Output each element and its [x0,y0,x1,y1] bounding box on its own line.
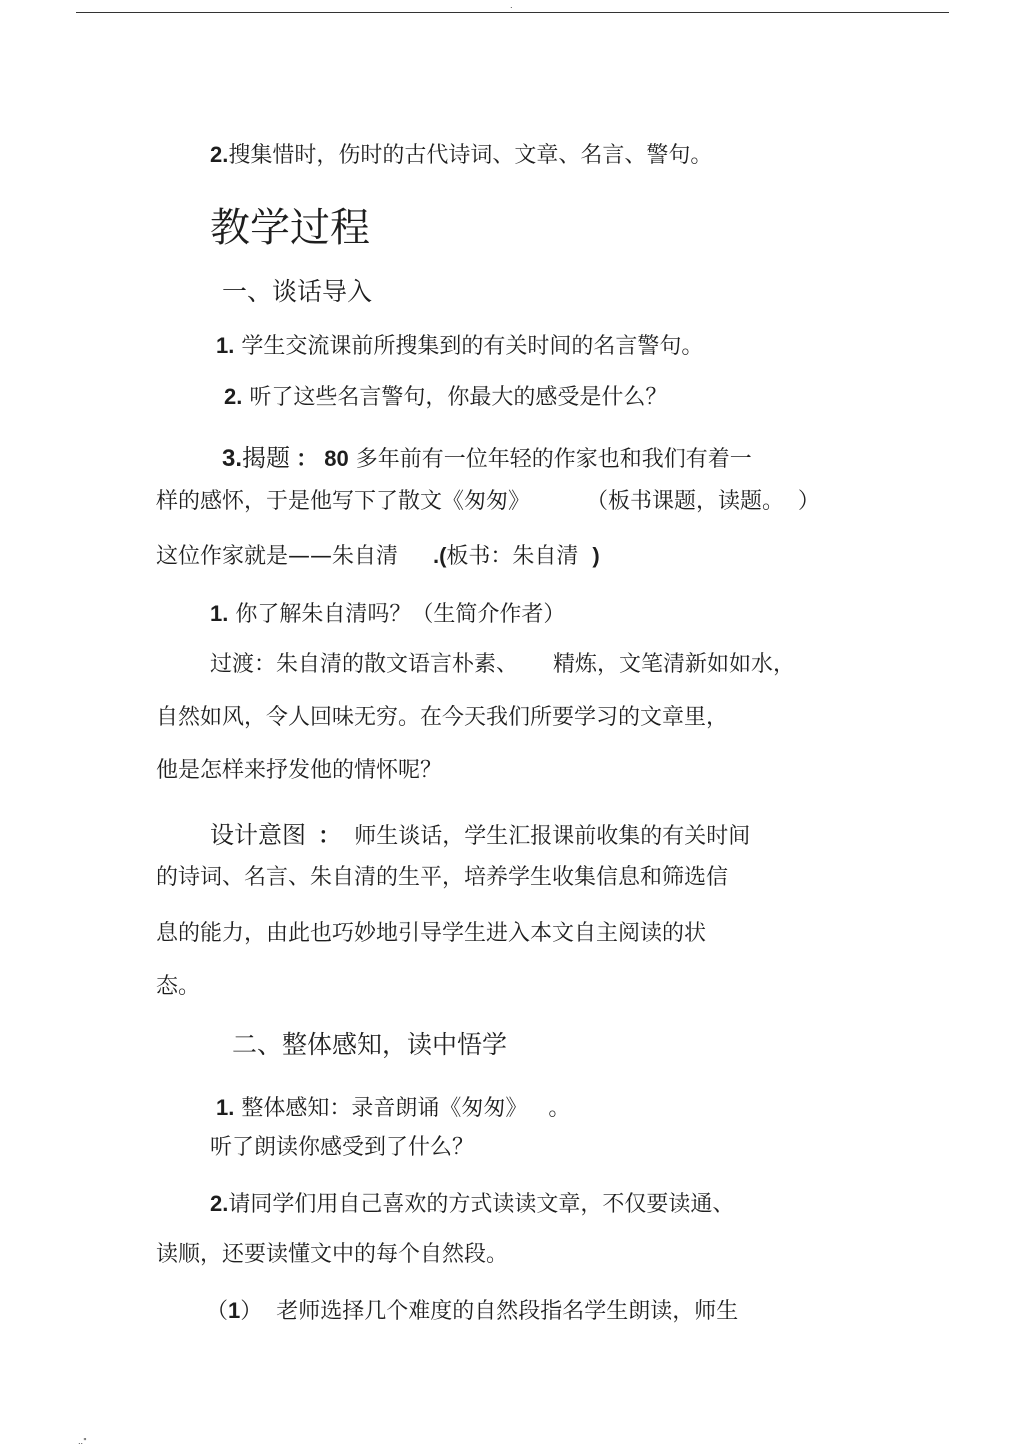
item-number: 2. [210,142,229,167]
transition-line-2: 自然如风，令人回味无穷。在今天我们所要学习的文章里， [156,705,729,730]
item-text: 听了这些名言警句，你最大的感受是什么？ [242,385,668,410]
item-text: 整体感知：录音朗诵《匆匆》 。 [234,1096,571,1121]
item-text: 你了解朱自清吗？（生简介作者） [228,602,566,627]
item-text: 学生交流课前所搜集到的有关时间的名言警句。 [234,334,704,359]
section-heading-2: 二、整体感知，读中悟学 [232,1030,508,1059]
section1-item-3-line2: 样的感怀，于是他写下了散文《匆匆》 （板书课题，读题。 ） [156,489,820,514]
transition-line-3: 他是怎样来抒发他的情怀呢？ [156,758,443,783]
item-text: 请同学们用自己喜欢的方式读读文章，不仅要读通、 [228,1192,735,1217]
section1-item-3-line1 [222,444,752,473]
design-label: 设计意图 [210,821,306,849]
item-paren-close: ) [592,543,600,568]
design-intent-line-1 [210,821,750,850]
item-number: 2. [224,384,243,409]
section1-item-3-line3 [156,543,600,570]
item-paren-close: ） [240,1299,263,1324]
header-mark: . [510,1,513,10]
item-board-note: 板书：朱自清 [446,544,593,569]
item-number: 1. [216,333,235,358]
design-intent-line-2: 的诗词、名言、朱自清的生平，培养学生收集信息和筛选信 [156,865,729,890]
item-number: 1 [228,1298,241,1323]
item-number: 2. [210,1191,229,1216]
item-year: 80 [324,446,349,471]
prep-item-2 [210,142,712,169]
transition-line-1: 过渡：朱自清的散文语言朴素、 精炼，文笔清新如如水， [210,652,795,677]
section2-item-2-line1 [210,1191,734,1218]
item-text: 多年前有一位年轻的作家也和我们有着一 [348,447,752,472]
section2-item-1 [216,1095,570,1122]
section2-item-1-sub: 听了朗读你感受到了什么？ [210,1135,475,1160]
section1-item-2 [224,384,667,411]
design-intent-line-3: 息的能力，由此也巧妙地引导学生进入本文自主阅读的状 [156,921,707,946]
section2-item-2-line2: 读顺，还要读懂文中的每个自然段。 [156,1242,509,1267]
item-number: 1. [216,1095,235,1120]
item-paren-open: .( [432,543,447,568]
item-text: 这位作家就是——朱自清 [156,544,433,569]
item-colon: ： [290,446,325,471]
section2-item-3 [206,1298,738,1325]
section1-item-4 [210,601,565,628]
section1-item-1 [216,333,703,360]
item-text: 老师选择几个难度的自然段指名学生朗读，师生 [262,1299,739,1324]
section-heading-1: 一、谈话导入 [222,277,373,306]
item-number: 3. [222,445,243,472]
header-rule [76,12,949,13]
design-colon: ： [306,823,341,848]
design-intent-line-4: 态。 [156,974,201,999]
design-text: 师生谈话，学生汇报课前收集的有关时间 [340,824,751,849]
page-title: 教学过程 [210,205,370,251]
footer-mark: .." [78,1437,87,1446]
item-text: 搜集惜时，伤时的古代诗词、文章、名言、警句。 [228,143,713,168]
item-number: 1. [210,601,229,626]
item-paren-open: （ [206,1299,229,1324]
item-label: 揭题 [242,444,291,472]
